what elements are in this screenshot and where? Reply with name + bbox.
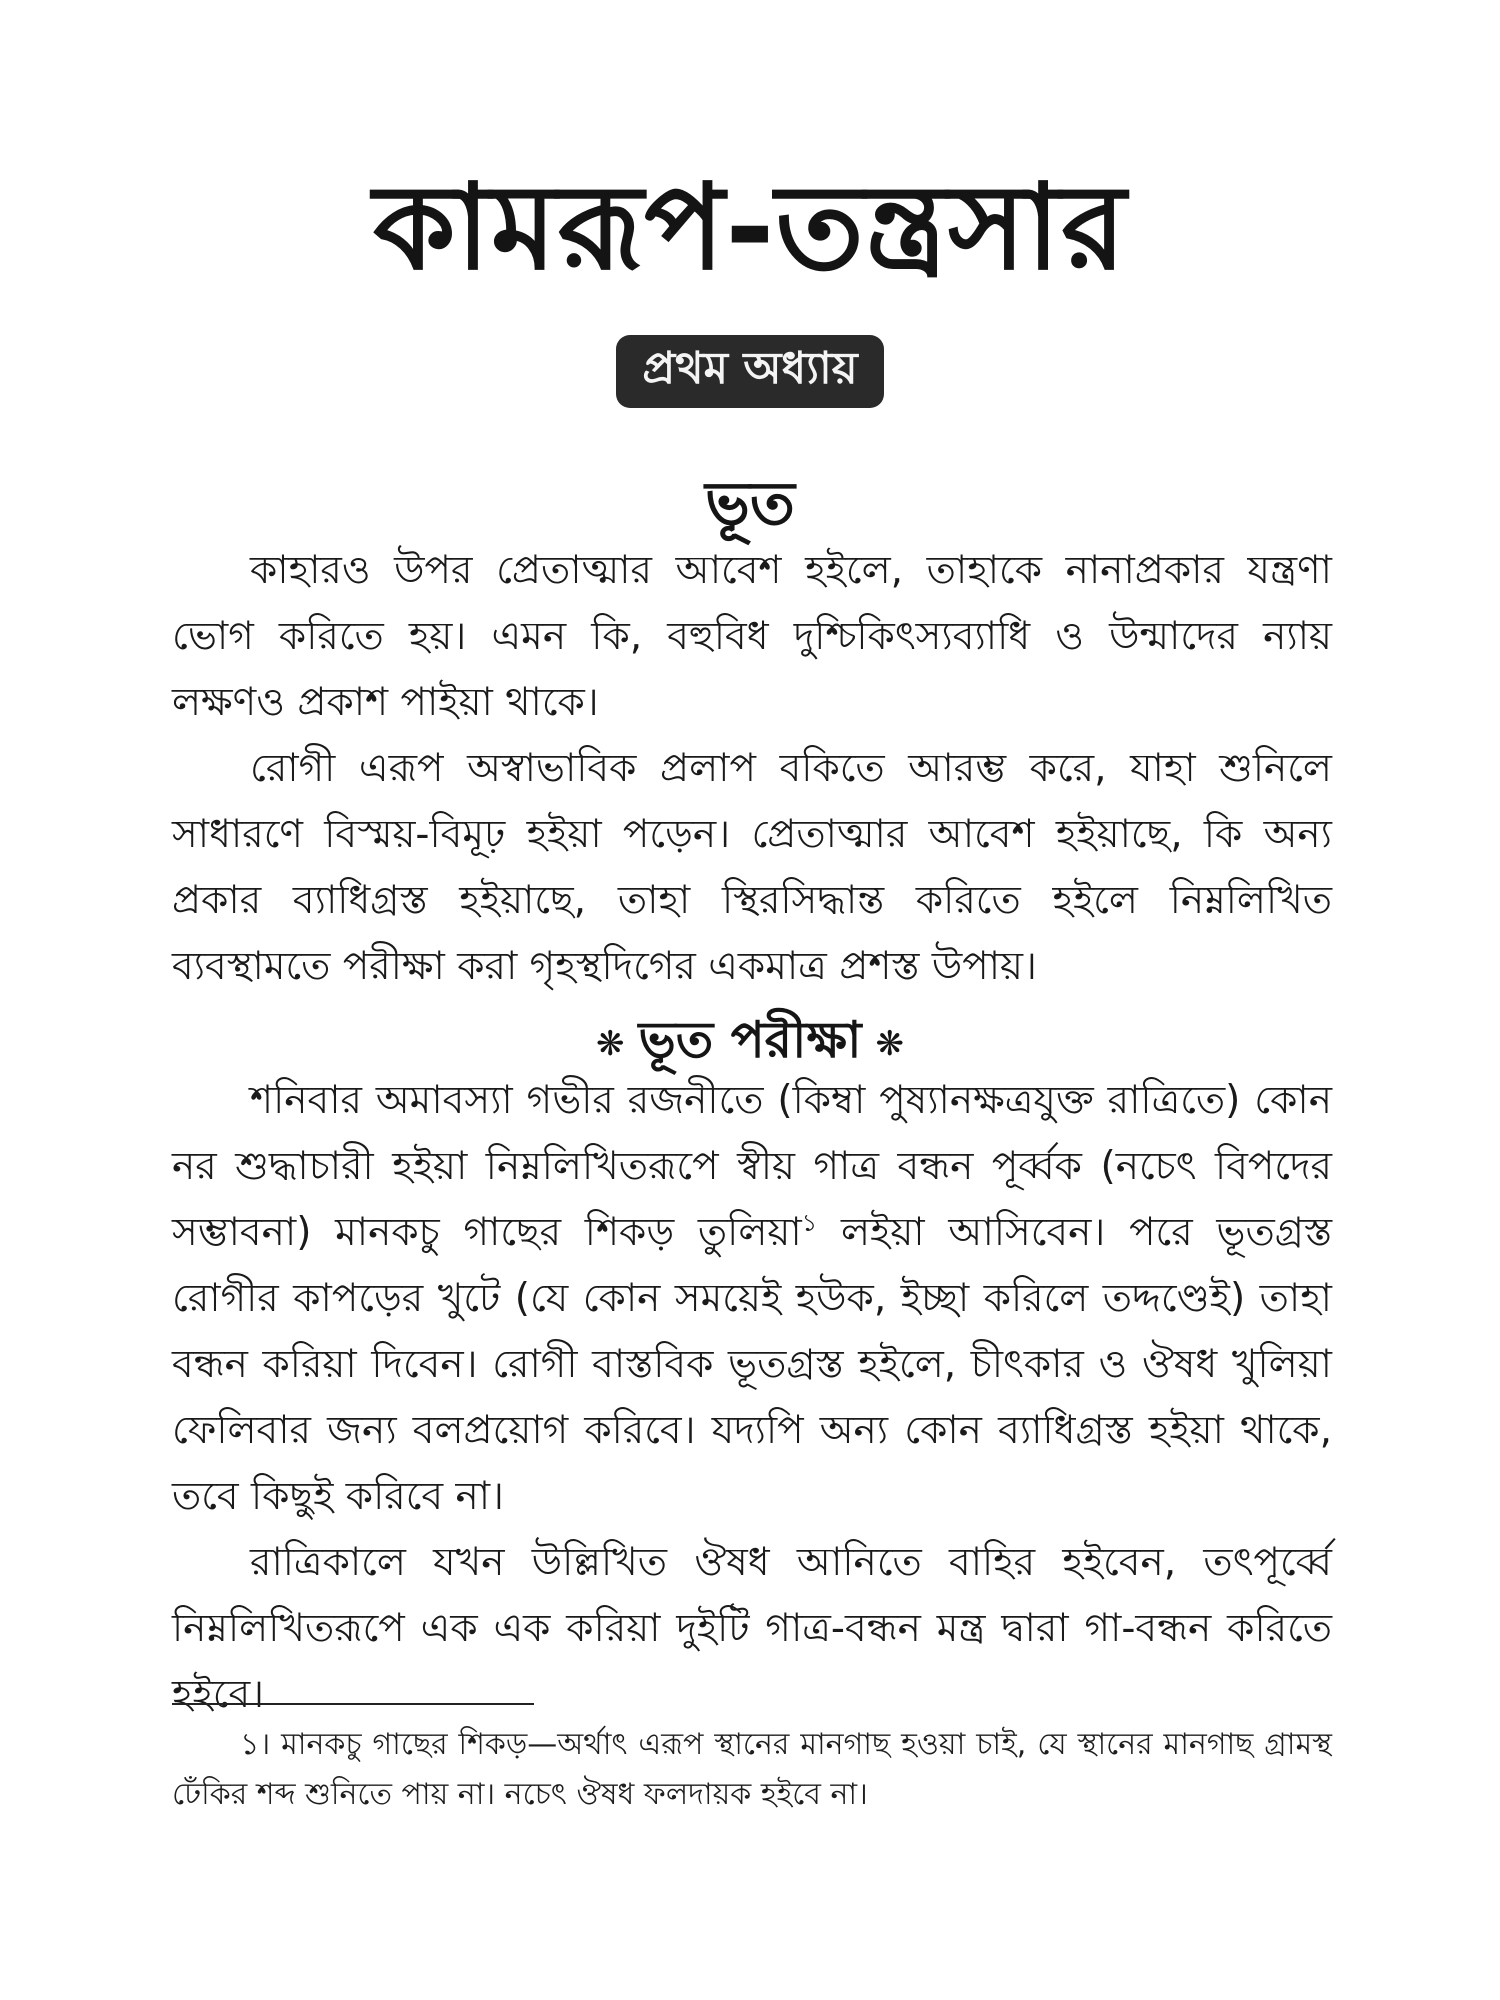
paragraph: রাত্রিকালে যখন উল্লিখিত ঔষধ আনিতে বাহির হইবেন, তৎপূর্ব্বে নিম্নলিখিতরূপে এক এক করিয়া দুইটি গাত্র-বন্ধন মন্ত্র দ্বারা গা-বন্ধন করিতে হইবে। xyxy=(172,1540,1332,1717)
book-title: কামরূপ-তন্ত্রসার xyxy=(373,158,1127,296)
star-ornament-icon: ❋ xyxy=(596,1023,625,1064)
paragraph-text: শনিবার অমাবস্যা গভীর রজনীতে (কিম্বা পুষ্যানক্ষত্রযুক্ত রাত্রিতে) কোন নর শুদ্ধাচারী হইয়া নিম্নলিখিতরূপে স্বীয় গাত্র বন্ধন পূর্ব্বক (নচেৎ বিপদের সম্ভাবনা) মানকচু গাছের শিকড় তুলিয়া xyxy=(172,1078,1332,1255)
footnote-divider xyxy=(172,1703,534,1705)
chapter-badge-container xyxy=(0,335,1500,408)
chapter-label: প্রথম অধ্যায় xyxy=(616,335,883,408)
paragraph-text: লইয়া আসিবেন। পরে ভূতগ্রস্ত রোগীর কাপড়ের খুটে (যে কোন সময়েই হউক, ইচ্ছা করিলে তদ্দণ্ডেই) তাহা বন্ধন করিয়া দিবেন। রোগী বাস্তবিক ভূতগ্রস্ত হইলে, চীৎকার ও ঔষধ খুলিয়া ফেলিবার জন্য বলপ্রয়োগ করিবে। যদ্যপি অন্য কোন ব্যাধিগ্রস্ত হইয়া থাকে, তবে কিছুই করিবে না। xyxy=(172,1210,1332,1519)
section-heading-bhut: ভূত xyxy=(705,469,795,539)
section-heading-text: ভূত পরীক্ষা xyxy=(638,1011,862,1069)
footnote-reference: ১ xyxy=(801,1209,818,1237)
paragraph: কাহারও উপর প্রেতাত্মার আবেশ হইলে, তাহাকে নানাপ্রকার যন্ত্রণা ভোগ করিতে হয়। এমন কি, বহুবিধ দুশ্চিকিৎস্যব্যাধি ও উন্মাদের ন্যায় লক্ষণও প্রকাশ পাইয়া থাকে। xyxy=(172,548,1332,725)
section-1-body xyxy=(172,538,1332,1000)
section-2-body xyxy=(172,1068,1332,1728)
star-ornament-icon: ❋ xyxy=(875,1023,904,1064)
paragraph xyxy=(172,1068,1332,1530)
paragraph: রোগী এরূপ অস্বাভাবিক প্রলাপ বকিতে আরম্ভ করে, যাহা শুনিলে সাধারণে বিস্ময়-বিমূঢ় হইয়া পড়েন। প্রেতাত্মার আবেশ হইয়াছে, কি অন্য প্রকার ব্যাধিগ্রস্ত হইয়াছে, তাহা স্থিরসিদ্ধান্ত করিতে হইলে নিম্নলিখিত ব্যবস্থামতে পরীক্ষা করা গৃহস্থদিগের একমাত্র প্রশস্ত উপায়। xyxy=(172,746,1332,989)
footnote: ১। মানকচু গাছের শিকড়—অর্থাৎ এরূপ স্থানের মানগাছ হওয়া চাই, যে স্থানের মানগাছ গ্রামস্থ ঢেঁকির শব্দ শুনিতে পায় না। নচেৎ ঔষধ ফলদায়ক হইবে না। xyxy=(172,1727,1332,1812)
